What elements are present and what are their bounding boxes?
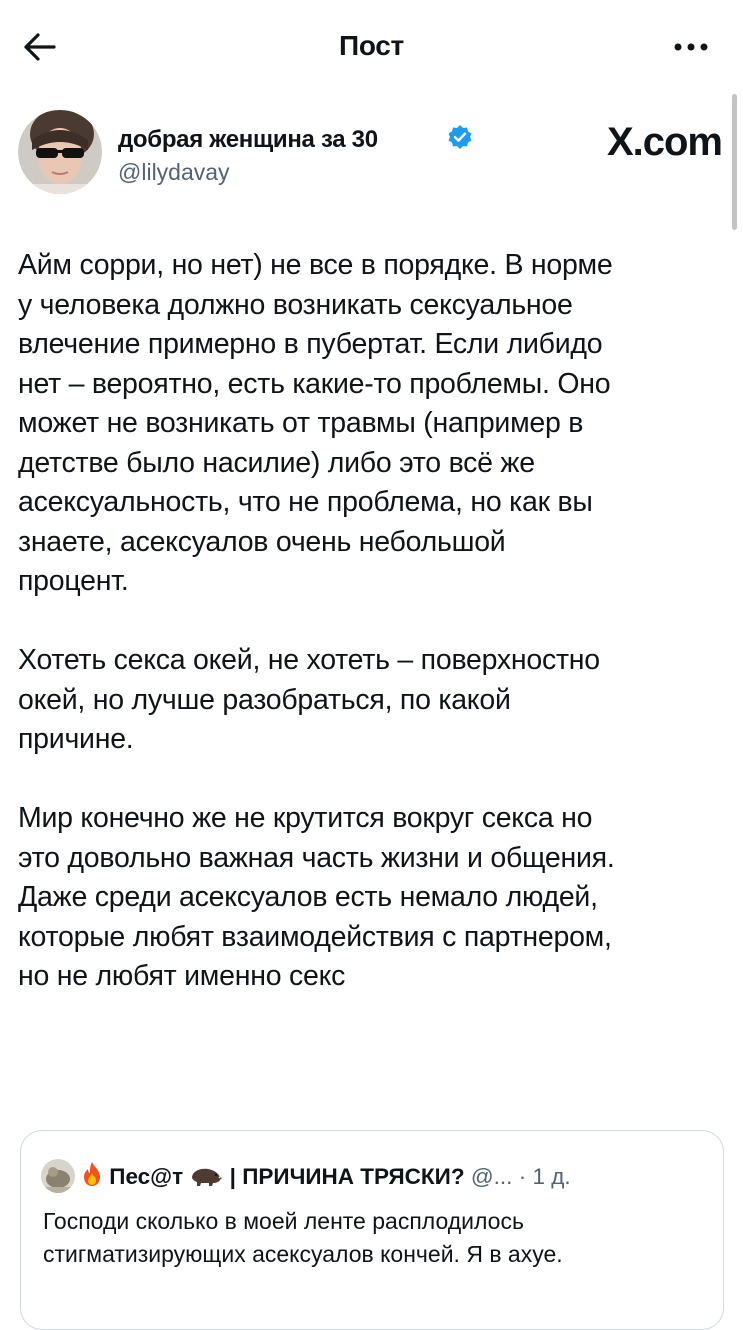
quoted-separator: · [518,1164,527,1189]
user-handle[interactable]: @lilydavay [118,159,230,185]
verified-badge-icon [446,123,474,151]
display-name[interactable]: добрая женщина за 30 [118,126,378,153]
more-button[interactable] [671,30,715,64]
post-paragraph: Мир конечно же не крутится вокруг секса но это довольно важная часть жизни и общения. Даже среди асексуалов есть немало людей, которые любят взаимодействия с партнером, но не любят именно секс [18,802,615,992]
boar-emoji-icon [189,1165,223,1193]
more-horizontal-icon [671,30,715,64]
fire-emoji-icon [81,1161,103,1193]
quoted-name-suffix: | ПРИЧИНА ТРЯСКИ? [229,1164,465,1189]
post-paragraph: Айм сорри, но нет) не все в порядке. В норме у человека должно возникать сексуальное влечение примерно в пубертат. Если либидо нет – вероятно, есть какие-то проблемы. Оно может не возникать от травмы (например в детстве было насилие) либо это всё же асексуальность, что не проблема, но как вы знаете, асексуалов очень небольшой процент. [18,249,613,597]
scrollbar[interactable] [732,94,737,230]
quoted-avatar [41,1159,75,1193]
top-bar [0,0,743,96]
quoted-handle: @... [470,1164,513,1189]
quoted-post[interactable] [20,1130,724,1330]
quoted-name: Пес@т [109,1164,184,1189]
post-text [18,246,730,997]
quoted-header [81,1161,571,1193]
brand-watermark: X.com [606,120,722,164]
avatar[interactable] [18,110,102,194]
quoted-text: Господи сколько в моей ленте расплодилось стигматизирующих асексуалов кончей. Я в ахуе. [43,1208,563,1267]
page-title: Пост [339,30,404,61]
quoted-time: 1 д. [532,1164,571,1189]
post-author [18,110,722,200]
post-paragraph: Хотеть секса окей, не хотеть – поверхностно окей, но лучше разобраться, по какой причине. [18,644,600,755]
